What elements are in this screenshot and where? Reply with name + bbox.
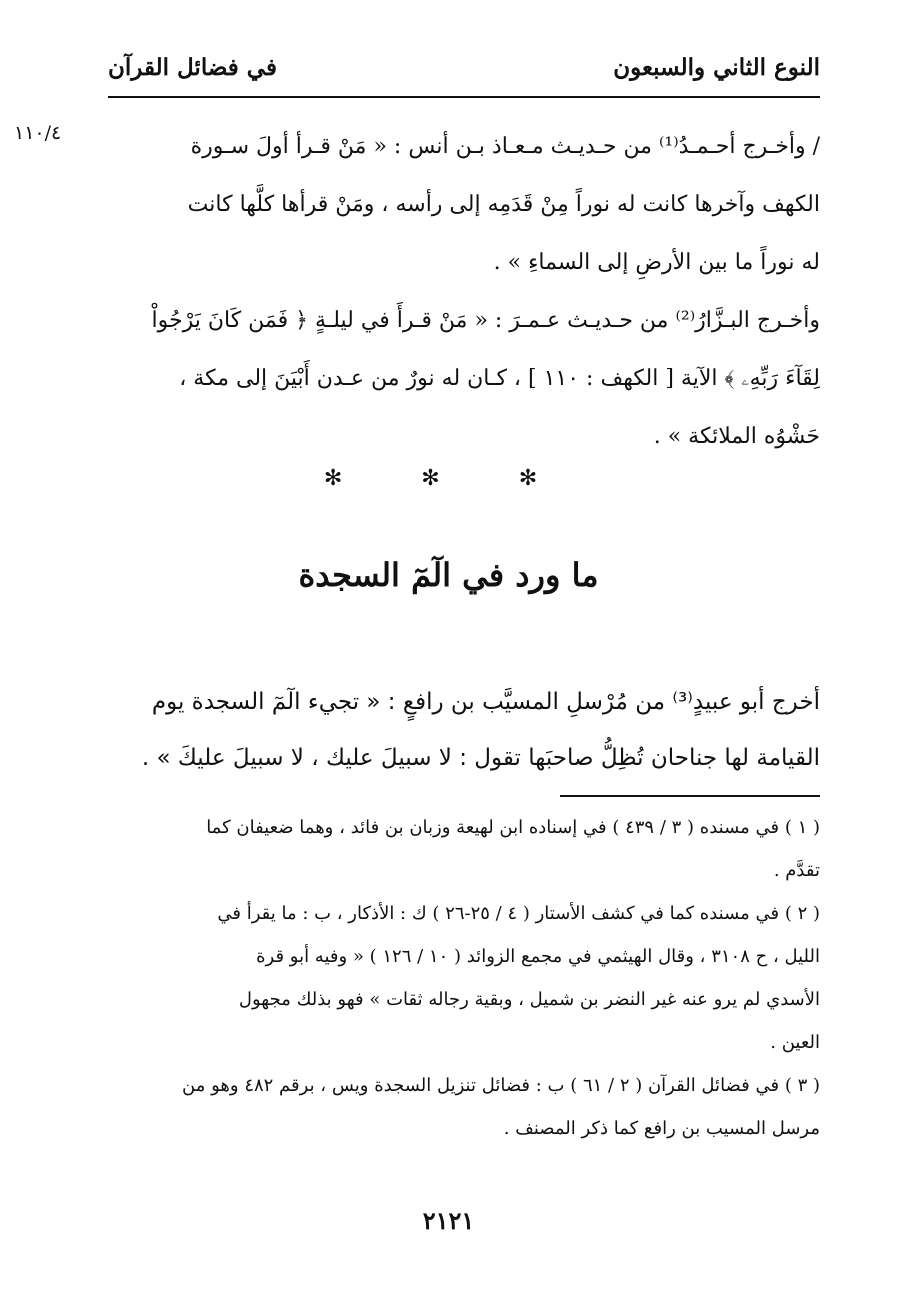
footnote-divider: [560, 795, 820, 797]
text-line: الكهف وآخرها كانت له نوراً مِنْ قَدَمِه إلى رأسه ، ومَنْ قرأها كلَّها كانت: [187, 192, 820, 217]
paragraph-ahmad: [108, 118, 820, 292]
footnote-line: الليل ، ح ٣١٠٨ ، وقال الهيثمي في مجمع الزوائد ( ١٠ / ١٢٦ ) « وفيه أبو قرة: [256, 946, 820, 967]
footnote-line: الأسدي لم يرو عنه غير النضر بن شميل ، وبقية رجاله ثقات » فهو بذلك مجهول: [238, 989, 820, 1010]
footnote-line: ( ١ ) في مسنده ( ٣ / ٤٣٩ ) في إسناده ابن لهيعة وزبان بن فائد ، وهما ضعيفان كما: [206, 817, 820, 838]
section-heading: ما ورد في الٓمٓ السجدة: [298, 556, 599, 594]
footnote-line: العين .: [770, 1032, 820, 1053]
footnote-3: [108, 1064, 820, 1150]
text-line: أخرج أبو عبيدٍ⁽³⁾ من مُرْسلِ المسيَّب بن رافعٍ : « تجيء الٓمٓ السجدة يوم: [151, 689, 820, 715]
chapter-title: النوع الثاني والسبعون: [613, 54, 820, 81]
footnote-line: ( ٢ ) في مسنده كما في كشف الأستار ( ٤ / ٢٥-٢٦ ) ك : الأذكار ، ب : ما يقرأ في: [217, 903, 820, 924]
page-number: ٢١٢١: [422, 1206, 475, 1235]
text-line: له نوراً ما بين الأرضِ إلى السماءِ » .: [493, 250, 820, 275]
footnote-1: [108, 806, 820, 892]
text-line: / وأخـرج أحـمـدُ⁽¹⁾ من حـديـث مـعـاذ بـن أنس : « مَنْ قـرأ أولَ سـورة: [190, 134, 820, 159]
paragraph-abu-ubaid: [108, 674, 820, 786]
section-separator: ✻ ✻ ✻: [323, 466, 574, 491]
book-section-title: في فضائل القرآن: [108, 54, 277, 81]
text-line: القيامة لها جناحان تُظِلُّ صاحبَها تقول : لا سبيلَ عليك ، لا سبيلَ عليكَ » .: [141, 745, 820, 771]
footnotes: [108, 806, 820, 1150]
footnote-line: مرسل المسيب بن رافع كما ذكر المصنف .: [503, 1118, 820, 1139]
footnote-2: [108, 892, 820, 1064]
text-line: وأخـرج البـزَّارُ⁽²⁾ من حـديـث عـمـرَ : « مَنْ قـرأَ في ليلـةٍ ﴿ فَمَن كَانَ يَرْجُواْ: [151, 308, 820, 333]
running-header: [108, 50, 820, 98]
text-line: حَشْوُه الملائكة » .: [653, 424, 820, 449]
footnote-line: ( ٣ ) في فضائل القرآن ( ٢ / ٦١ ) ب : فضائل تنزيل السجدة ويس ، برقم ٤٨٢ وهو من: [182, 1075, 820, 1096]
paragraph-bazzar: [108, 292, 820, 466]
text-line: لِقَآءَ رَبِّهِۦ ﴾ الآية [ الكهف : ١١٠ ] ، كـان له نورٌ من عـدن أَبْيَنَ إلى مكة ،: [179, 366, 820, 391]
margin-volume-reference: ١١٠/٤: [14, 122, 62, 144]
footnote-line: تقدَّم .: [773, 860, 820, 881]
